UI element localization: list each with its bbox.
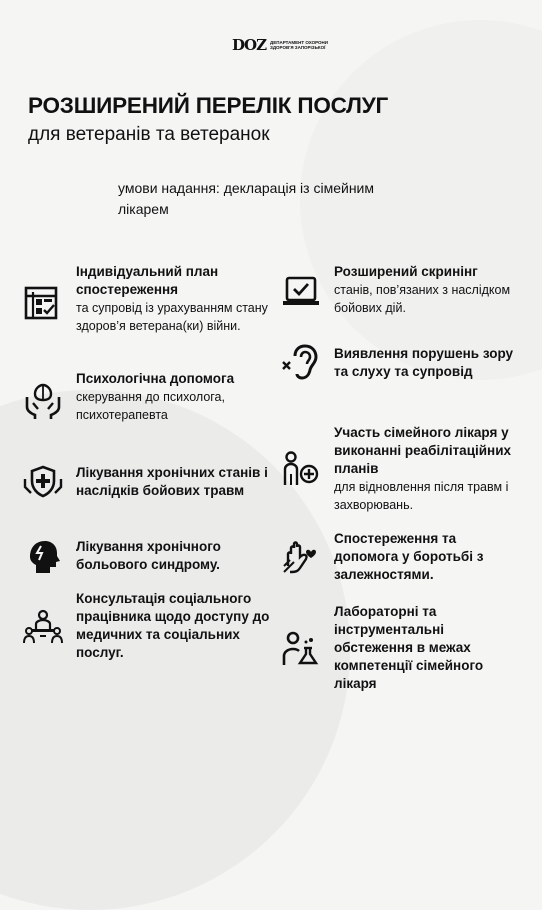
service-item-pain	[22, 535, 272, 577]
ear-hearing-icon	[280, 342, 322, 384]
page-subtitle: для ветеранів та ветеранок	[28, 124, 270, 145]
shield-cross-icon	[22, 461, 64, 503]
plan-checklist-icon	[22, 282, 64, 324]
conditions-text: умови надання: декларація із сімейним лікарем	[118, 180, 374, 217]
hand-heart-icon	[280, 536, 322, 578]
service-item-addiction	[280, 530, 520, 584]
service-item-chronic	[22, 461, 272, 503]
service-item-social	[22, 590, 272, 662]
service-item-screening	[280, 263, 520, 317]
service-heading: Розширений скринінг	[334, 264, 478, 279]
service-description: та супровід із урахуванням стану здоров’я ветерана(ки) війни.	[76, 301, 268, 333]
service-description: скерування до психолога, психотерапевта	[76, 390, 225, 422]
service-heading: Участь сімейного лікаря у виконанні реабілітаційних планів	[334, 425, 512, 476]
service-heading: Виявлення порушень зору та слуху та супровід	[334, 346, 514, 379]
head-pain-icon	[22, 535, 64, 577]
service-heading: Лабораторні та інструментальні обстеження в межах компетенції сімейного лікаря	[334, 604, 484, 691]
service-item-laboratory	[280, 603, 520, 693]
person-plus-icon	[280, 448, 322, 490]
brain-hands-icon	[22, 379, 64, 421]
page-title: РОЗШИРЕНИЙ ПЕРЕЛІК ПОСЛУГ	[28, 93, 389, 118]
social-worker-icon	[22, 605, 64, 647]
service-item-vision-hearing	[280, 342, 520, 384]
logo	[232, 36, 332, 54]
service-heading: Індивідуальний план спостереження	[76, 264, 219, 297]
service-heading: Спостереження та допомога у боротьбі з залежностями.	[334, 531, 484, 582]
service-item-psychology	[22, 370, 272, 424]
service-heading: Лікування хронічних станів і наслідків бойових травм	[76, 465, 268, 498]
service-description: для відновлення після травм і захворювань.	[334, 480, 509, 512]
lab-flask-icon	[280, 627, 322, 669]
service-item-rehabilitation	[280, 424, 520, 514]
service-heading: Лікування хронічного больового синдрому.	[76, 539, 221, 572]
service-heading: Консультація соціального працівника щодо доступу до медичних та соціальних послуг.	[76, 591, 270, 660]
service-description: станів, пов’язаних з наслідком бойових дій.	[334, 283, 511, 315]
logo-text: ДЕПАРТАМЕНТ ОХОРОНИ ЗДОРОВ'Я ЗАПОРІЗЬКОЇ	[270, 40, 329, 50]
screening-monitor-icon	[280, 269, 322, 311]
logo-mark: DOZ	[232, 36, 267, 54]
service-item-plan	[22, 263, 272, 335]
service-heading: Психологічна допомога	[76, 371, 235, 386]
